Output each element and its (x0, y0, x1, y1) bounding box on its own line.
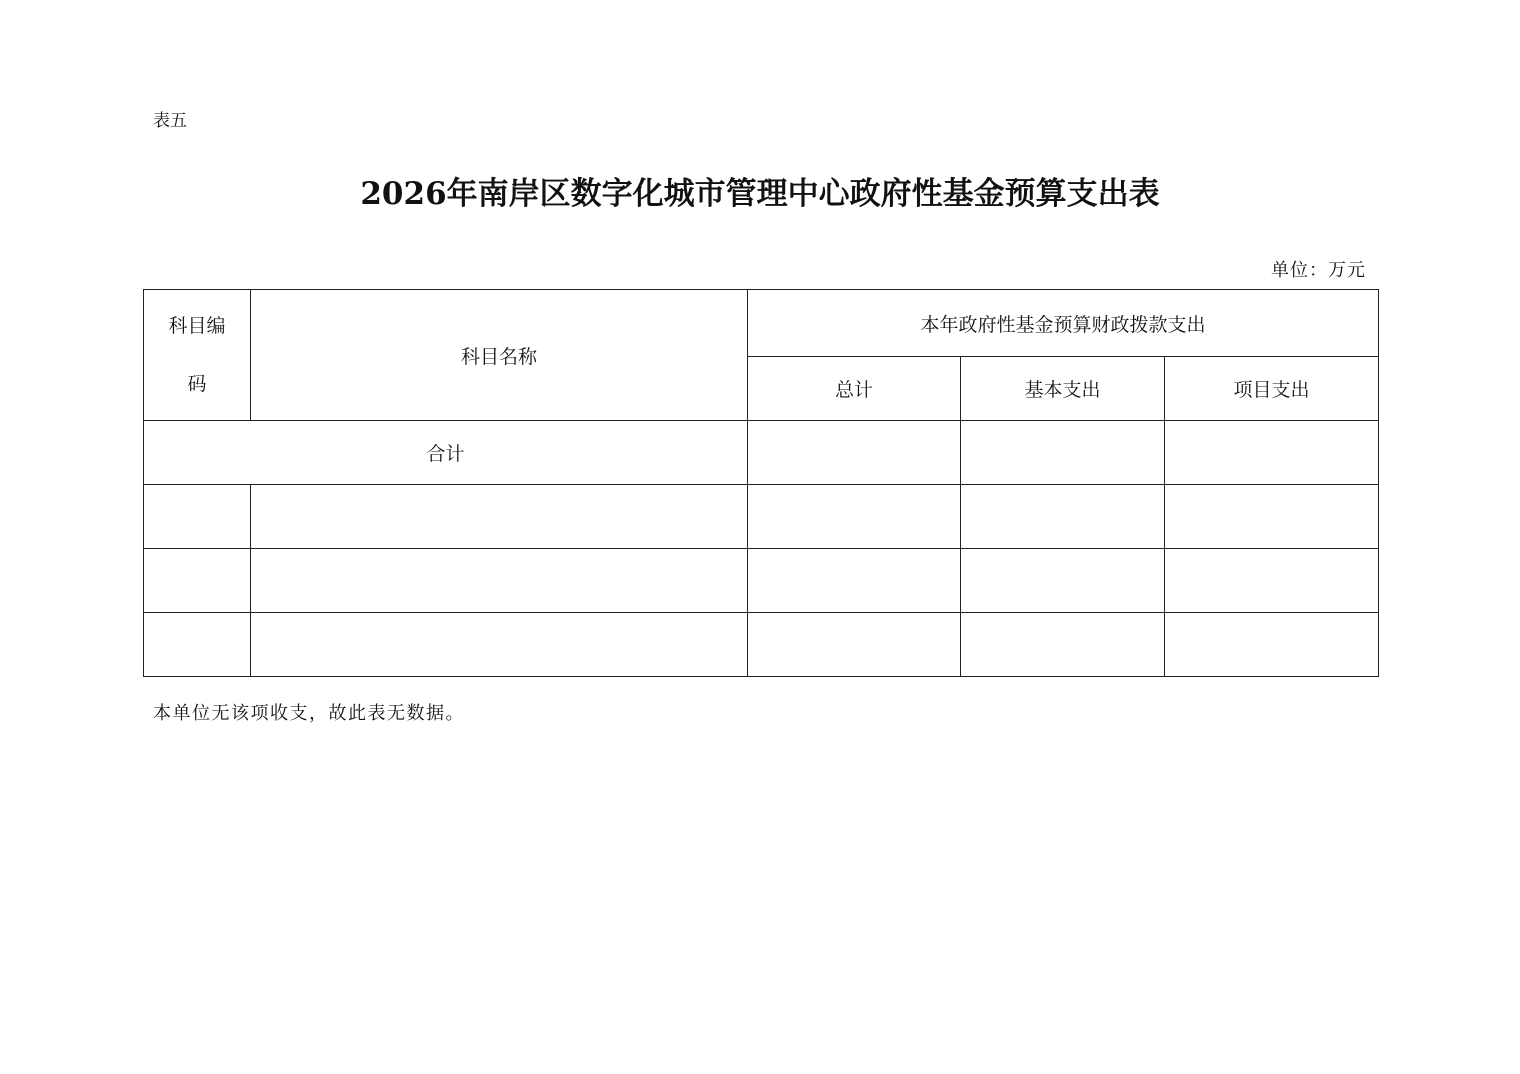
row-basic (961, 485, 1165, 549)
row-code (144, 613, 251, 677)
header-project-expenditure: 项目支出 (1165, 357, 1379, 421)
row-total (748, 613, 961, 677)
row-code (144, 485, 251, 549)
header-subject-code-line2: 码 (187, 373, 207, 395)
row-total (748, 549, 961, 613)
header-subject-code-line1: 科目编 (168, 315, 226, 337)
total-row (144, 421, 1379, 485)
row-project (1165, 613, 1379, 677)
row-name (251, 613, 748, 677)
total-row-total (748, 421, 961, 485)
header-subject-code (144, 290, 251, 421)
total-row-basic (961, 421, 1165, 485)
budget-table (143, 289, 1379, 677)
footnote: 本单位无该项收支，故此表无数据。 (153, 703, 465, 724)
header-subject-name: 科目名称 (251, 290, 748, 421)
header-appropriation-group: 本年政府性基金预算财政拨款支出 (748, 290, 1379, 357)
total-row-label: 合计 (144, 421, 748, 485)
unit-label: 单位：万元 (1271, 260, 1366, 281)
table-row (144, 613, 1379, 677)
table-row (144, 485, 1379, 549)
header-total: 总计 (748, 357, 961, 421)
row-total (748, 485, 961, 549)
row-project (1165, 549, 1379, 613)
header-row (144, 290, 1379, 357)
row-basic (961, 613, 1165, 677)
row-name (251, 549, 748, 613)
table-row (144, 549, 1379, 613)
total-row-project (1165, 421, 1379, 485)
row-project (1165, 485, 1379, 549)
table-number-label: 表五 (153, 111, 187, 131)
row-basic (961, 549, 1165, 613)
row-code (144, 549, 251, 613)
header-basic-expenditure: 基本支出 (961, 357, 1165, 421)
page-title: 2026年南岸区数字化城市管理中心政府性基金预算支出表 (360, 176, 1160, 212)
row-name (251, 485, 748, 549)
